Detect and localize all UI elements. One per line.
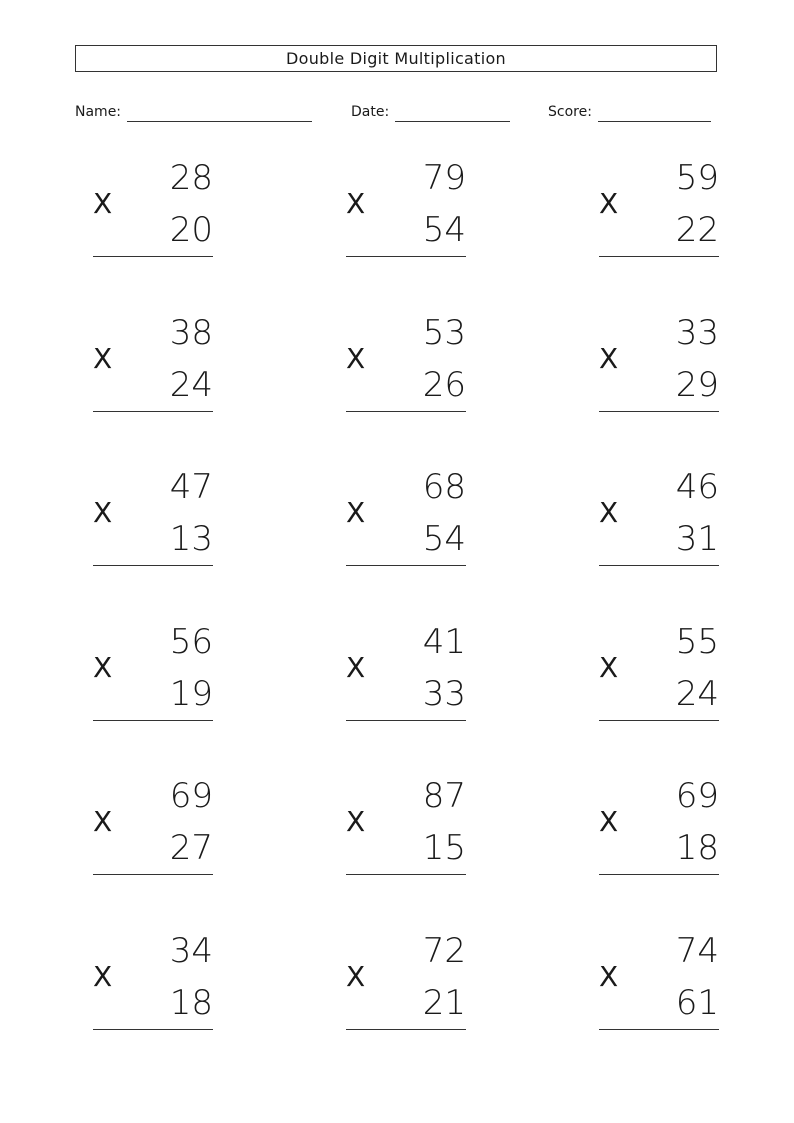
multiplier: 18 (675, 828, 719, 868)
multiplier: 33 (422, 674, 466, 714)
multiplier: 15 (422, 828, 466, 868)
answer-line[interactable] (346, 1029, 466, 1030)
answer-line[interactable] (599, 1029, 719, 1030)
problem-7 (93, 467, 213, 572)
problem-14 (346, 776, 466, 881)
times-sign: X (346, 651, 366, 684)
problem-13 (93, 776, 213, 881)
times-sign: X (93, 805, 113, 838)
multiplicand: 74 (675, 931, 719, 971)
answer-line[interactable] (599, 256, 719, 257)
multiplier: 18 (169, 983, 213, 1023)
name-line[interactable] (127, 102, 312, 122)
times-sign: X (93, 342, 113, 375)
problem-8 (346, 467, 466, 572)
multiplier: 24 (169, 365, 213, 405)
multiplicand: 55 (675, 622, 719, 662)
times-sign: X (346, 342, 366, 375)
problem-5 (346, 313, 466, 418)
multiplicand: 69 (675, 776, 719, 816)
multiplicand: 53 (422, 313, 466, 353)
answer-line[interactable] (93, 411, 213, 412)
times-sign: X (346, 496, 366, 529)
answer-line[interactable] (93, 874, 213, 875)
score-field[interactable] (548, 100, 711, 122)
problem-16 (93, 931, 213, 1036)
times-sign: X (93, 187, 113, 220)
multiplicand: 68 (422, 467, 466, 507)
problem-12 (599, 622, 719, 727)
problem-2 (346, 158, 466, 263)
multiplicand: 72 (422, 931, 466, 971)
multiplicand: 34 (169, 931, 213, 971)
answer-line[interactable] (346, 411, 466, 412)
answer-line[interactable] (599, 720, 719, 721)
answer-line[interactable] (93, 565, 213, 566)
times-sign: X (346, 187, 366, 220)
multiplier: 61 (675, 983, 719, 1023)
multiplier: 54 (422, 519, 466, 559)
multiplier: 13 (169, 519, 213, 559)
answer-line[interactable] (93, 720, 213, 721)
multiplicand: 69 (169, 776, 213, 816)
multiplier: 54 (422, 210, 466, 250)
times-sign: X (599, 805, 619, 838)
answer-line[interactable] (346, 565, 466, 566)
multiplicand: 47 (169, 467, 213, 507)
multiplicand: 87 (422, 776, 466, 816)
times-sign: X (599, 496, 619, 529)
name-label: Name: (75, 104, 122, 120)
answer-line[interactable] (346, 874, 466, 875)
problem-6 (599, 313, 719, 418)
times-sign: X (599, 960, 619, 993)
multiplier: 26 (422, 365, 466, 405)
problem-9 (599, 467, 719, 572)
problem-11 (346, 622, 466, 727)
multiplicand: 79 (422, 158, 466, 198)
problem-17 (346, 931, 466, 1036)
multiplier: 20 (169, 210, 213, 250)
times-sign: X (599, 342, 619, 375)
multiplicand: 33 (675, 313, 719, 353)
problem-10 (93, 622, 213, 727)
problem-18 (599, 931, 719, 1036)
times-sign: X (346, 960, 366, 993)
multiplicand: 46 (675, 467, 719, 507)
multiplier: 27 (169, 828, 213, 868)
multiplier: 29 (675, 365, 719, 405)
problem-15 (599, 776, 719, 881)
worksheet-title: Double Digit Multiplication (75, 45, 717, 72)
date-field[interactable] (351, 100, 510, 122)
multiplicand: 28 (169, 158, 213, 198)
times-sign: X (599, 651, 619, 684)
multiplier: 21 (422, 983, 466, 1023)
times-sign: X (93, 496, 113, 529)
score-label: Score: (548, 104, 592, 120)
multiplicand: 41 (422, 622, 466, 662)
name-field[interactable] (75, 100, 312, 122)
answer-line[interactable] (346, 256, 466, 257)
problem-1 (93, 158, 213, 263)
answer-line[interactable] (599, 565, 719, 566)
answer-line[interactable] (346, 720, 466, 721)
date-label: Date: (351, 104, 390, 120)
multiplier: 19 (169, 674, 213, 714)
times-sign: X (93, 651, 113, 684)
answer-line[interactable] (599, 411, 719, 412)
times-sign: X (93, 960, 113, 993)
answer-line[interactable] (93, 1029, 213, 1030)
problem-4 (93, 313, 213, 418)
problem-3 (599, 158, 719, 263)
answer-line[interactable] (93, 256, 213, 257)
times-sign: X (599, 187, 619, 220)
multiplier: 24 (675, 674, 719, 714)
multiplicand: 59 (675, 158, 719, 198)
answer-line[interactable] (599, 874, 719, 875)
date-line[interactable] (395, 102, 510, 122)
multiplicand: 56 (169, 622, 213, 662)
multiplier: 22 (675, 210, 719, 250)
score-line[interactable] (598, 102, 711, 122)
times-sign: X (346, 805, 366, 838)
multiplier: 31 (675, 519, 719, 559)
multiplicand: 38 (169, 313, 213, 353)
